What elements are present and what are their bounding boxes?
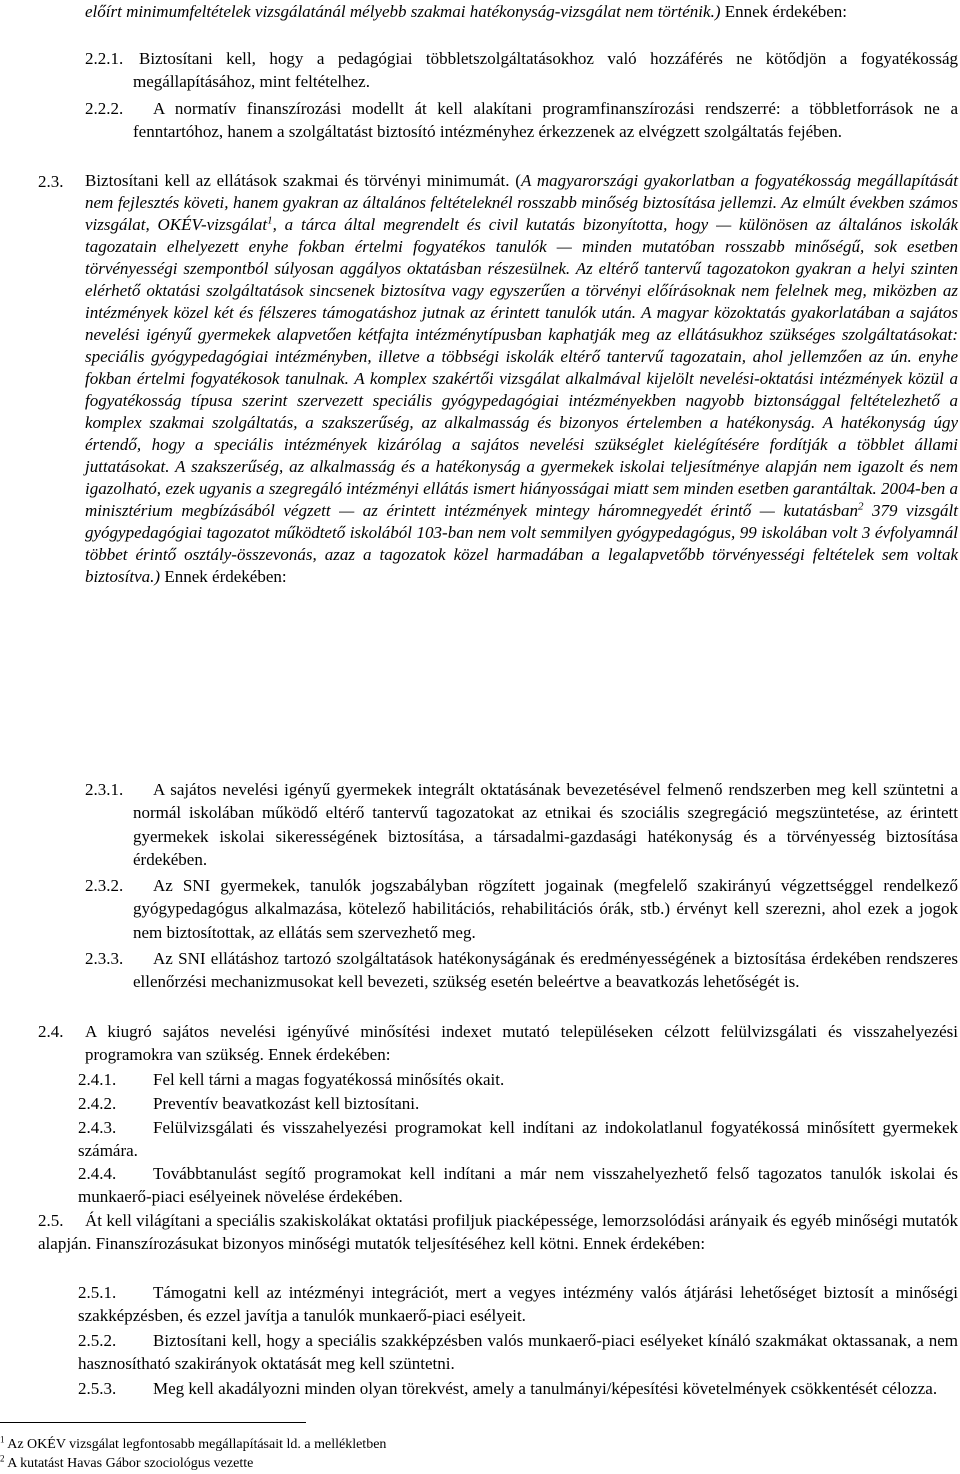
section-number: 2.5.	[38, 1211, 64, 1230]
section-number: 2.5.3.	[78, 1379, 117, 1398]
section-number: 2.3.1.	[85, 780, 124, 799]
section-text: Az SNI gyermekek, tanulók jogszabályban rögzített jogainak (megfelelő szakirányú végzettséggel rendelkező gyógypedagógus alkalmazása, kötelező habilitációs, rehabilitációs órák, stb.) érvényt kell szerezni, ahol ezek a jogok nem biztosítottak, az ellátás sem szervezhető meg.	[133, 876, 958, 942]
section-number: 2.5.2.	[78, 1331, 117, 1350]
italic-text-2: , a tárca által megrendelt és civil kutatás bizonyította, hogy — különösen az általános iskolák tagozatain elhelyezett enyhe fokban értelmi fogyatékos tanulók — minden mutatóban rosszabb minőségű, sok esetben törvényességi szempontból súlyosan aggályos oktatásban részesülnek. Az eltérő tantervű tagozatokon gyakran a helyi szinten elérhető oktatási szolgáltatások sincsenek biztosítva vagy egyszerűen a törvényi előírásoknak nem felelnek meg, miközben az intézmények közel két és félszeres támogatáshoz jutnak az érintett tanulók után. A magyar közoktatás gyakorlatában a sajátos nevelési igényű gyermekek alapvetően kétfajta intézménytípusban kaphatják meg az ellátásukhoz szükséges szolgáltatásokat: speciális gyógypedagógiai intézményben, illetve a többségi iskolák eltérő tantervű tagozatain, ahol jellemzően az ún. enyhe fokban értelmi fogyatékosok tanulnak. A komplex szakértői vizsgálat alkalmával kijelölt nevelési-oktatási intézmények közül a fogyatékosság típusa szerint szervezett speciális gyógypedagógiai intézményekben nagyobb biztonsággal feltételezhető a komplex szakmai szolgáltatás, a szakszerűség, az alkalmasság és bizonyos értelemben a hatékonyság. A hatékonyság úgy értendő, hogy a speciális intézmények kizárólag a sajátos nevelési szükséglet kielégítésére fordítják a többlet állami juttatásokat. A szakszerűség, az alkalmasság és a hatékonyság a gyermekek iskolai teljesítménye alapján nem igazolt és nem igazolható, ezek ugyanis a szegregáló intézményi ellátás ismert hiányosságai miatt sem minden esetben garantáltak. 2004-ben a minisztérium megbízásából végzett — az érintett intézmények mintegy háromnegyedét érintő — kutatásban	[85, 215, 959, 520]
open-paren: (	[509, 171, 521, 190]
section-number: 2.3.2.	[85, 876, 124, 895]
italic-text-3: 379 vizsgált gyógypedagógiai tagozatot működtető iskolából 103-ban nem volt semmilyen gyógypedagógus, 99 iskolában volt 3 évfolyamnál többet érintő osztály-összevonás, azaz a tagozatok közel harmadában a legalapvetőbb törvényességi feltételek sem voltak biztosítva.)	[85, 501, 958, 586]
section-text: Meg kell akadályozni minden olyan törekvést, amely a tanulmányi/képesítési követelmények csökkentését célozza.	[153, 1379, 938, 1398]
section-text	[85, 170, 958, 588]
footnote-text: Az OKÉV vizsgálat legfontosabb megállapításait ld. a mellékletben	[4, 1437, 387, 1452]
continuation-tail-text: Ennek érdekében:	[720, 2, 847, 21]
italic-text-1: A magyarországi gyakorlatban a fogyatékosság megállapítását nem fejlesztés követi, hanem gyakran az általános feltételeknél rosszabb minőség biztosítása jellemzi. Az elmúlt években számos vizsgálat, OKÉV-vizsgálat	[85, 171, 958, 234]
footnote-mark: 2	[0, 1453, 5, 1464]
footnote-text: A kutatást Havas Gábor szociológus vezette	[4, 1456, 254, 1471]
section-number: 2.4.	[38, 1022, 64, 1041]
section-text: Biztosítani kell, hogy a speciális szakképzésben valós munkaerő-piaci esélyeket kínáló szakmákat oktassanak, a nem hasznosítható szakirányok oktatását meg kell szüntetni.	[78, 1331, 958, 1374]
section-number: 2.3.	[38, 172, 64, 191]
section-number: 2.2.2.	[85, 99, 124, 118]
footnote-mark: 1	[0, 1434, 5, 1445]
section-text: Továbbtanulást segítő programokat kell indítani a már nem visszahelyezhető felső tagozatos tanulók iskolai és munkaerő-piaci esélyeinek növelése érdekében.	[78, 1164, 958, 1207]
section-text: Át kell világítani a speciális szakiskolákat oktatási profiljuk piacképessége, lemorzsolódási arányaik és egyéb minőségi mutatók alapján. Finanszírozásukat bizonyos minőségi mutatók teljesítéséhez kell kötni. Ennek érdekében:	[38, 1211, 958, 1254]
footnote-separator	[0, 1422, 306, 1423]
section-text: A normatív finanszírozási modellt át kell alakítani programfinanszírozási rendszerré: a többletforrások ne a fenntartóhoz, hanem a szolgáltatást biztosító intézményhez érkezzenek az elvégzett szolgáltatás fejében.	[133, 99, 958, 142]
section-tail: Ennek érdekében:	[160, 567, 287, 586]
footnote-2	[0, 1455, 253, 1473]
section-number: 2.4.2.	[78, 1094, 117, 1113]
section-text: A kiugró sajátos nevelési igényűvé minősítési indexet mutató településeken célzott felülvizsgálati és visszahelyezési programokra van szükség. Ennek érdekében:	[85, 1022, 958, 1065]
paragraph-continuation	[85, 0, 958, 23]
section-number: 2.4.4.	[78, 1164, 117, 1183]
section-text: Támogatni kell az intézményi integrációt, mert a vegyes intézmény valós átjárási lehetőséget biztosít a minőségi szakképzésben, és ezzel javítja a tanulók munkaerő-piaci esélyeit.	[78, 1283, 958, 1326]
section-number: 2.3.3.	[85, 949, 124, 968]
section-text: Felülvizsgálati és visszahelyezési programokat kell indítani az indokolatlanul fogyatékossá minősített gyermekek számára.	[78, 1118, 958, 1161]
section-number: 2.4.1.	[78, 1070, 117, 1089]
section-lead: Biztosítani kell az ellátások szakmai és törvényi minimumát.	[85, 171, 510, 190]
footnote-ref-1[interactable]: 1	[267, 214, 273, 227]
section-number: 2.2.1.	[85, 49, 124, 68]
footnote-ref-2[interactable]: 2	[858, 500, 864, 513]
continuation-italic-text: előírt minimumfeltételek vizsgálatánál mélyebb szakmai hatékonyság-vizsgálat nem történik.)	[85, 2, 721, 21]
section-text: Biztosítani kell, hogy a pedagógiai többletszolgáltatásokhoz való hozzáférés ne kötődjön a fogyatékosság megállapításához, mint feltételhez.	[133, 49, 958, 92]
section-number: 2.5.1.	[78, 1283, 117, 1302]
footnote-1	[0, 1436, 386, 1454]
section-text: Preventív beavatkozást kell biztosítani.	[153, 1094, 420, 1113]
section-text: Fel kell tárni a magas fogyatékossá minősítés okait.	[153, 1070, 505, 1089]
section-text: A sajátos nevelési igényű gyermekek integrált oktatásának bevezetésével felmenő rendszerben meg kell szüntetni a normál iskolában működő eltérő tantervű tagozatokat az etnikai és szociális szegregáció megszüntetése, az érintett gyermekek iskolai sikerességének biztosítása, a társadalmi-gazdasági hatékonyság és a törvényesség biztosítása érdekében.	[133, 780, 958, 870]
section-text: Az SNI ellátáshoz tartozó szolgáltatások hatékonyságának és eredményességének a biztosítása érdekében rendszeres ellenőrzési mechanizmusokat kell bevezeti, szükség esetén beleértve a beavatkozás lehetőségét is.	[133, 949, 958, 992]
section-number: 2.4.3.	[78, 1118, 117, 1137]
